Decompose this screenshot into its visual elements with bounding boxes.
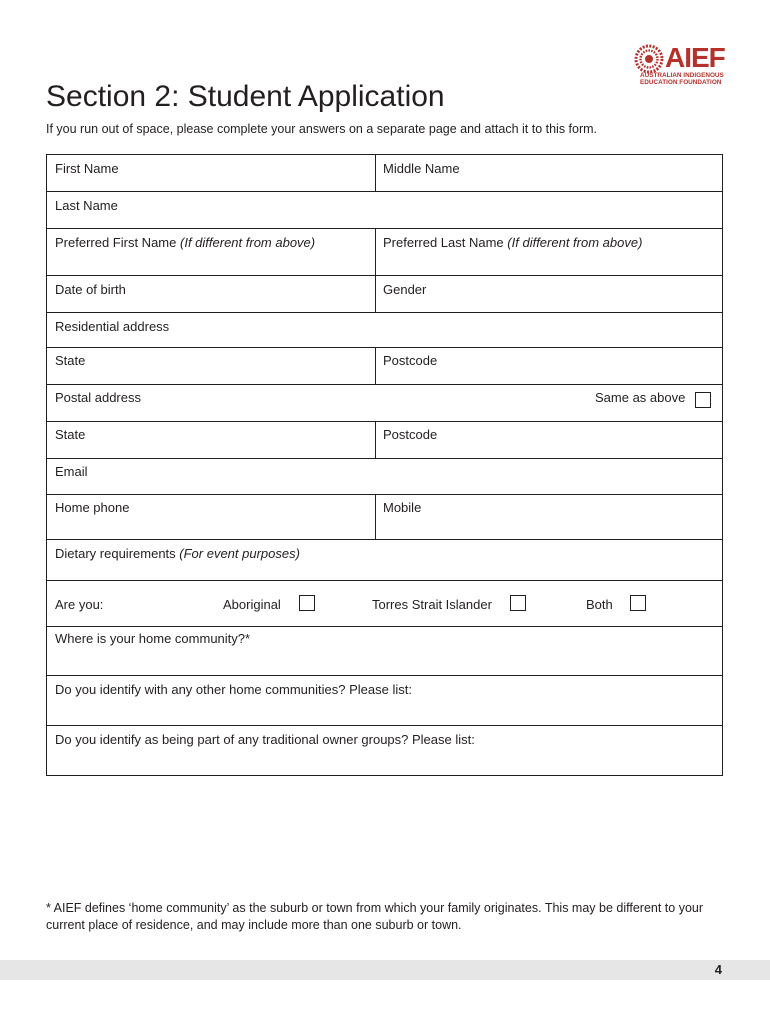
state-field[interactable]: State: [55, 353, 86, 368]
both-label: Both: [586, 597, 613, 612]
intro-text: If you run out of space, please complete your answers on a separate page and attach it to this form.: [46, 122, 598, 136]
row-phones: [47, 495, 722, 540]
home-community-field[interactable]: Where is your home community?*: [55, 631, 251, 646]
row-postal-state-postcode: [47, 422, 722, 459]
row-residential-address: [47, 313, 722, 348]
preferred-first-name-label: Preferred First Name: [55, 235, 177, 250]
column-divider: [375, 495, 376, 539]
column-divider: [375, 155, 376, 191]
both-checkbox[interactable]: [630, 595, 646, 611]
email-field[interactable]: Email: [55, 464, 88, 479]
gender-field[interactable]: Gender: [383, 282, 427, 297]
preferred-first-name-field[interactable]: [55, 235, 315, 251]
aief-logo: [634, 44, 726, 86]
dietary-note: (For event purposes): [179, 546, 300, 561]
aief-logo-mark-icon: [634, 44, 664, 74]
logo-subtitle: [636, 72, 728, 86]
column-divider: [375, 276, 376, 312]
footnote: * AIEF defines ‘home community’ as the suburb or town from which your family originates. This may be different to your current place of residence, and may include more than one suburb or town.: [46, 901, 704, 932]
same-as-above-checkbox[interactable]: [695, 392, 711, 408]
postal-state-field[interactable]: State: [55, 427, 86, 442]
preferred-last-name-note: (If different from above): [507, 235, 643, 250]
row-traditional-owner: [47, 726, 722, 775]
dietary-label: Dietary requirements: [55, 546, 176, 561]
row-home-community: [47, 627, 722, 676]
row-other-communities: [47, 676, 722, 726]
row-dob-gender: [47, 276, 722, 313]
footer-bar: [0, 960, 770, 980]
row-preferred-names: [47, 229, 722, 276]
row-state-postcode: [47, 348, 722, 385]
last-name-field[interactable]: Last Name: [55, 198, 118, 213]
preferred-last-name-field[interactable]: [383, 235, 642, 251]
first-name-field[interactable]: First Name: [55, 161, 119, 176]
postcode-field[interactable]: Postcode: [383, 353, 438, 368]
mobile-field[interactable]: Mobile: [383, 500, 422, 515]
column-divider: [375, 229, 376, 275]
residential-address-field[interactable]: Residential address: [55, 319, 170, 334]
aboriginal-label: Aboriginal: [223, 597, 281, 612]
home-phone-field[interactable]: Home phone: [55, 500, 130, 515]
are-you-label: Are you:: [55, 597, 104, 612]
logo-wordmark: AIEF: [665, 42, 725, 73]
row-email: [47, 459, 722, 495]
traditional-owner-field[interactable]: Do you identify as being part of any traditional owner groups? Please list:: [55, 732, 475, 747]
row-last-name: [47, 192, 722, 229]
torres-strait-islander-checkbox[interactable]: [510, 595, 526, 611]
row-dietary: [47, 540, 722, 581]
other-communities-field[interactable]: Do you identify with any other home communities? Please list:: [55, 682, 412, 697]
page-number: 4: [714, 962, 722, 977]
column-divider: [375, 348, 376, 384]
row-postal-address: [47, 385, 722, 422]
preferred-first-name-note: (If different from above): [180, 235, 316, 250]
logo-subtitle-line2: EDUCATION FOUNDATION: [640, 79, 722, 86]
dietary-requirements-field[interactable]: [55, 546, 300, 562]
same-as-above-label: Same as above: [595, 390, 686, 405]
column-divider: [375, 422, 376, 458]
middle-name-field[interactable]: Middle Name: [383, 161, 460, 176]
logo-subtitle-line1: AUSTRALIAN INDIGENOUS: [640, 72, 724, 79]
postal-postcode-field[interactable]: Postcode: [383, 427, 438, 442]
date-of-birth-field[interactable]: Date of birth: [55, 282, 126, 297]
row-first-middle-name: [47, 155, 722, 192]
postal-address-field[interactable]: Postal address: [55, 390, 141, 405]
application-form: [46, 154, 723, 776]
preferred-last-name-label: Preferred Last Name: [383, 235, 504, 250]
aboriginal-checkbox[interactable]: [299, 595, 315, 611]
page-title: Section 2: Student Application: [46, 80, 445, 113]
torres-strait-islander-label: Torres Strait Islander: [372, 597, 492, 612]
row-identity: [47, 581, 722, 627]
